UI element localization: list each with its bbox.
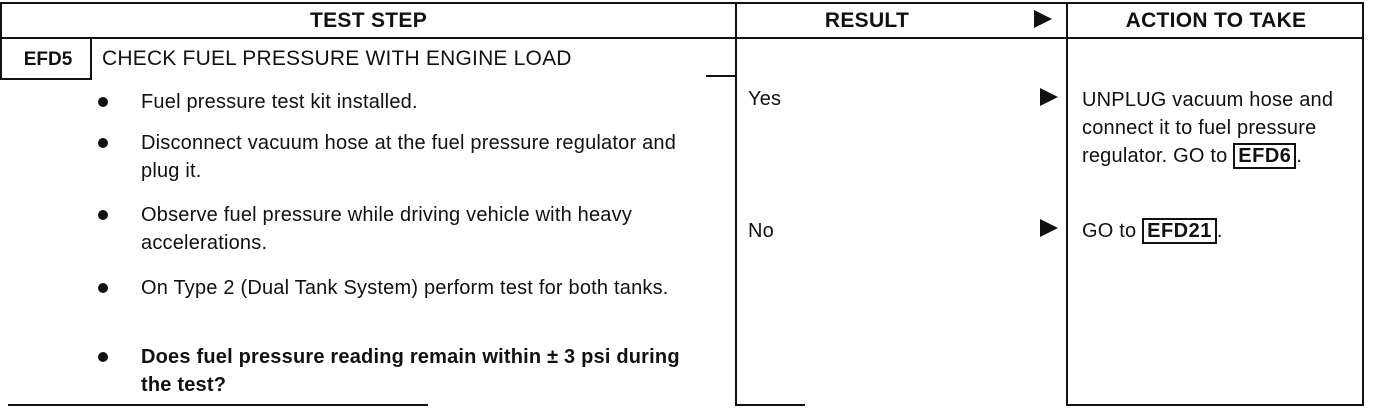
action-no-suffix: . [1216,220,1223,242]
bottom-border-test [8,404,428,406]
header-arrow-icon [1034,10,1052,28]
code-divider [90,38,92,80]
bullet-icon [98,97,108,107]
header-result: RESULT [824,9,910,32]
header-action: ACTION TO TAKE [1125,9,1307,32]
result-divider [735,2,737,404]
result-yes-arrow-icon [1040,88,1058,106]
action-no-text: GO to [1082,220,1137,242]
bullet-text-3: Observe fuel pressure while driving vehicle with heavy accelerations. [141,204,633,254]
action-yes-text: UNPLUG vacuum hose and connect it to fuel pressure regulator. GO to [1082,89,1334,167]
step-code: EFD5 [23,49,73,70]
title-underline [706,75,736,77]
bullet-text-4: On Type 2 (Dual Tank System) perform test for both tanks. [141,277,669,299]
header-test-step: TEST STEP [309,9,428,32]
result-no-arrow-icon [1040,219,1058,237]
bullet-text-2: Disconnect vacuum hose at the fuel pressure regulator and plug it. [141,132,677,182]
action-no [1082,217,1372,245]
bullet-icon [98,283,108,293]
action-yes [1082,86,1372,170]
bullet-text-5: Does fuel pressure reading remain within ± 3 psi during the test? [141,346,680,396]
result-no: No [748,220,774,242]
step-title: CHECK FUEL PRESSURE WITH ENGINE LOAD [102,47,572,70]
efd21-reference[interactable]: EFD21 [1142,218,1217,244]
bullet-icon [98,352,108,362]
bullet-icon [98,138,108,148]
bullet-text-1: Fuel pressure test kit installed. [141,91,418,113]
efd6-reference[interactable]: EFD6 [1233,143,1296,169]
title-row-bottom-border [0,78,90,80]
action-yes-suffix: . [1296,145,1303,167]
bottom-border-action [1066,404,1364,406]
result-yes: Yes [748,88,782,110]
bottom-border-result [735,404,805,406]
right-border [1362,2,1364,404]
action-divider [1066,2,1068,404]
bullet-icon [98,210,108,220]
